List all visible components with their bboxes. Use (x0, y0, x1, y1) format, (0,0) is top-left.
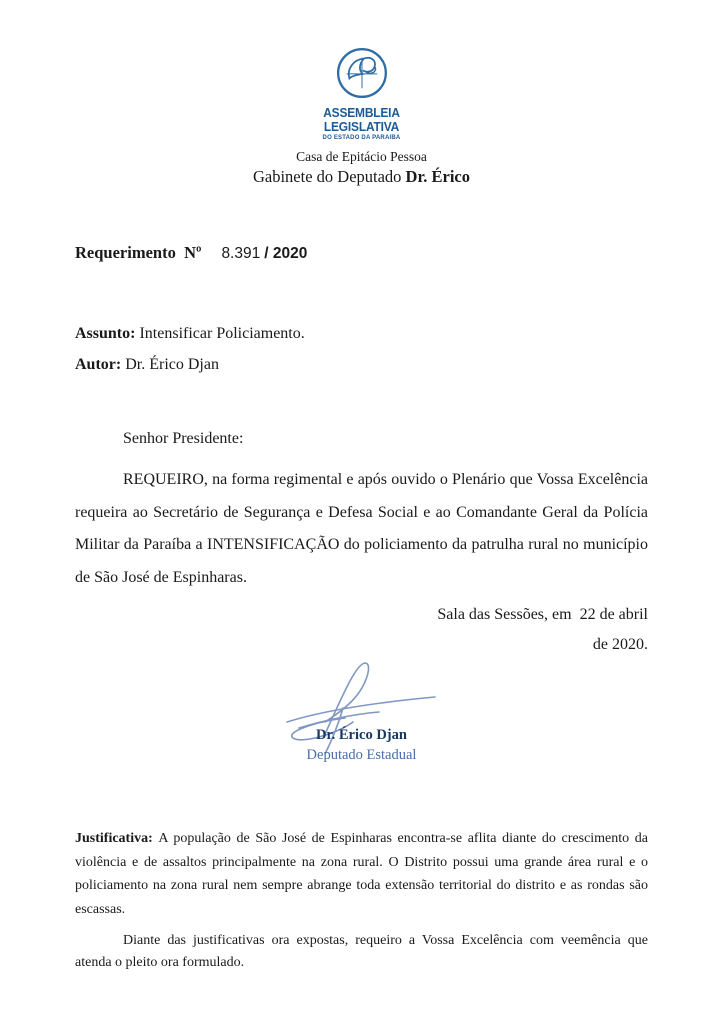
author-line (75, 356, 648, 374)
request-paragraph: REQUEIRO, na forma regimental e após ouvido o Plenário que Vossa Excelência requeira ao Secretário de Segurança e Defesa Social e ao Comandante Geral da Polícia Militar da Paraíba a INTENSIFICAÇÃO do policiamento da patrulha rural no município de São José de Espinharas. (75, 471, 648, 586)
closing-paragraph: Diante das justificativas ora expostas, requeiro a Vossa Excelência com veemência que atenda o pleito ora formulado. (75, 933, 648, 970)
request-year: / 2020 (264, 245, 308, 262)
house-name: Casa de Epitácio Pessoa (296, 149, 427, 164)
org-name-line1: ASSEMBLEIA (323, 105, 400, 120)
subject-label: Assunto: (75, 325, 136, 342)
request-label: Requerimento Nº (75, 243, 202, 262)
justification-label: Justificativa: (75, 831, 153, 846)
salutation: Senhor Presidente: (123, 430, 244, 447)
subject-value: Intensificar Policiamento. (135, 325, 305, 342)
request-number: 8.391 (221, 245, 261, 262)
assembleia-logo-icon (335, 46, 389, 100)
signatory-title: Deputado Estadual (306, 747, 417, 763)
place-date-line2: de 2020. (592, 636, 648, 653)
org-subtitle: DO ESTADO DA PARAIBA (322, 135, 401, 141)
justification-paragraph (75, 827, 648, 921)
office-line (75, 167, 648, 187)
place-date-line1: Sala das Sessões, em 22 de abril (437, 606, 648, 623)
deputy-name: Dr. Érico (405, 167, 471, 186)
author-label: Autor: (75, 356, 122, 373)
signature-block (75, 656, 648, 765)
request-number-line (75, 243, 648, 263)
office-prefix: Gabinete do Deputado (252, 167, 406, 186)
place-date (75, 600, 648, 660)
justification-text: A população de São José de Espinharas encontra-se aflita diante do crescimento da violência e de assaltos principalmente na zona rural. O Distrito possui uma grande área rural e o policiamento na zona rural nem sempre abrange toda extensão territorial do distrito e as rondas são escassas. (75, 831, 648, 917)
signatory-name: Dr. Érico Djan (316, 727, 407, 743)
org-name-line2: LEGISLATIVA (323, 119, 400, 134)
subject-line (75, 325, 648, 343)
author-value: Dr. Érico Djan (121, 356, 219, 373)
letterhead (75, 0, 648, 187)
